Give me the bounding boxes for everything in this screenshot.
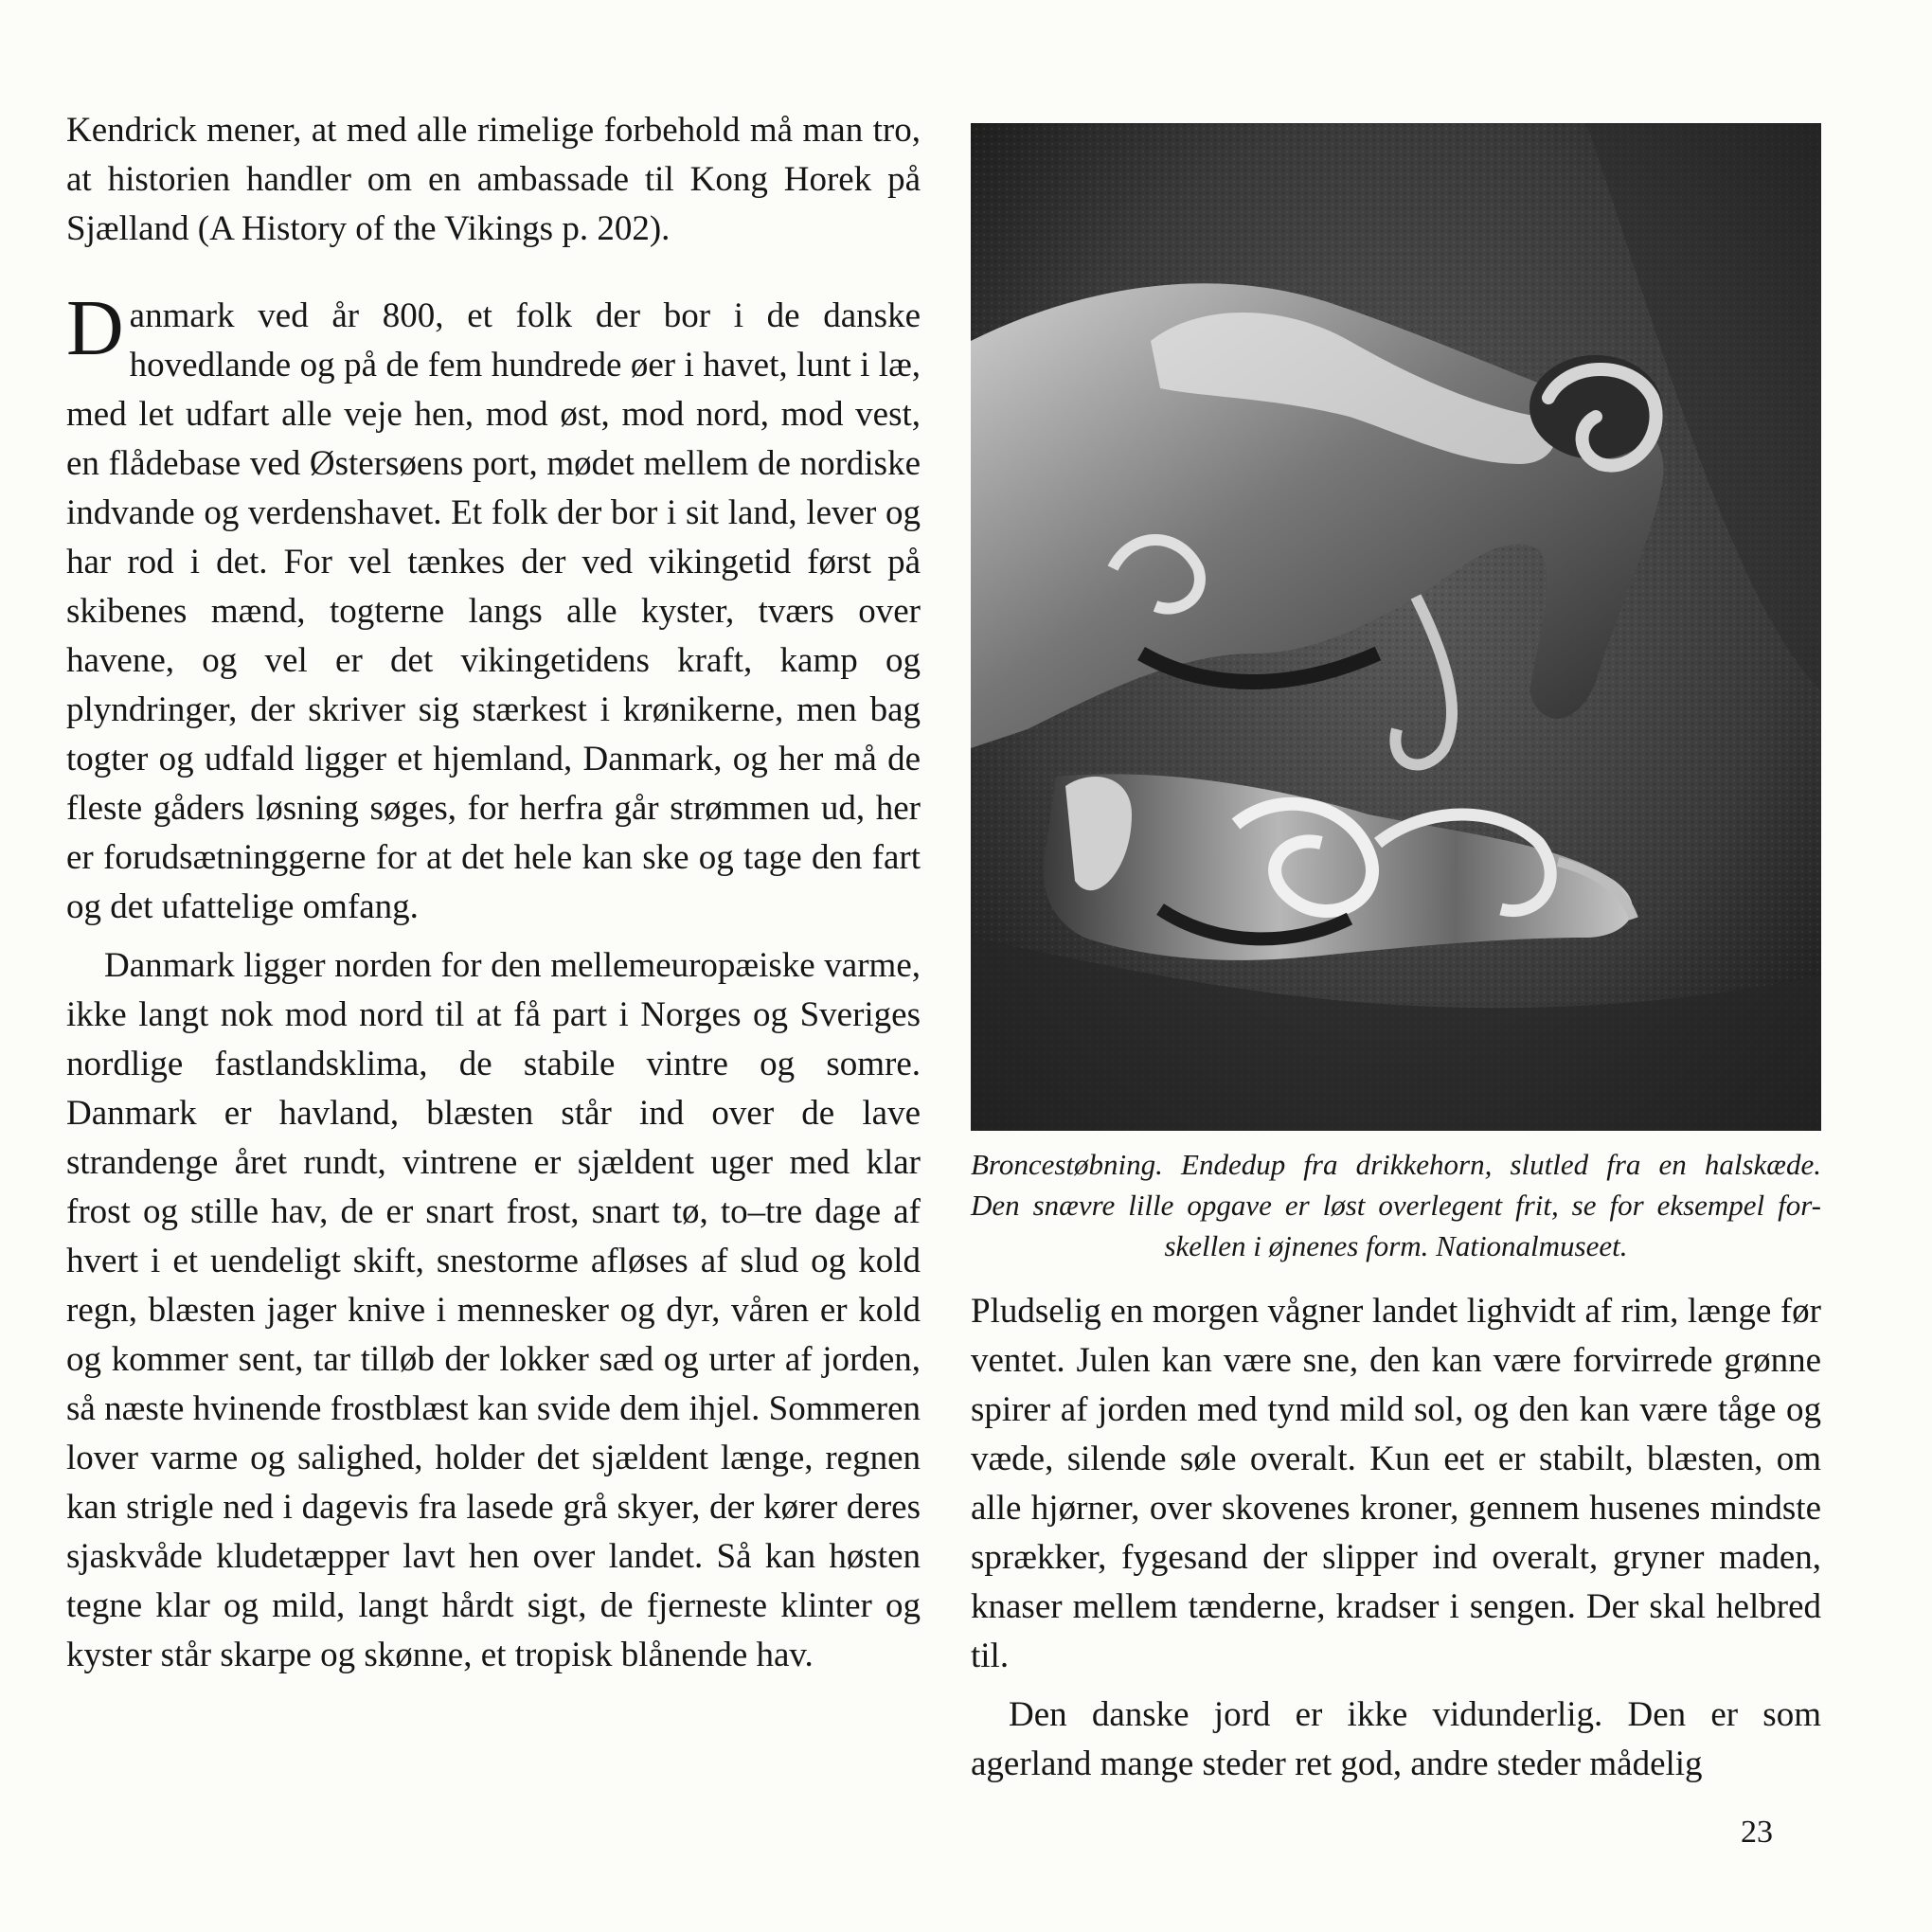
body-paragraph: Den danske jord er ikke vidunderlig. Den er som agerland mange steder ret god, andre steder mådelig <box>971 1695 1821 1783</box>
caption-line: skellen i øjnenes form. Nationalmuseet. <box>1164 1229 1628 1262</box>
body-paragraph: Danmark ligger norden for den mellemeuropæiske varme, ikke langt nok mod nord til at få part i Norges og Sveriges nordlige fastlandsklima, de stabile vintre og somre. Danmark er havland, blæsten står ind over de lave strandenge året rundt, vintrene er sjældent uger med klar frost og stille hav, de er snart frost, snart tø, to–tre dage af hvert i et uendeligt skift, snestorme afløses af slud og kold regn, blæsten jager knive i mennesker og dyr, våren er kold og kommer sent, tar tilløb der lokker sæd og urter af jorden, så næste hvinende frostblæst kan svide dem ihjel. Sommeren lover varme og salighed, holder det sjældent længe, regnen kan strigle ned i dagevis fra lasede grå skyer, der kører deres sjaskvåde kludetæpper lavt hen over landet. Så kan høsten tegne klar og mild, langt hårdt sigt, de fjerneste klinter og kyster står skarpe og skønne, et tropisk blånende hav. <box>66 946 921 1674</box>
left-column <box>66 106 921 1680</box>
page-number: 23 <box>1741 1815 1773 1850</box>
body-paragraph: Pludselig en morgen vågner landet lighvidt af rim, længe før ventet. Julen kan være sne, den kan være forvirrede grønne spirer af jorden med tynd mild sol, og den kan være tåge og væde, silende søle overalt. Kun eet er stabilt, blæsten, om alle hjørner, over skovenes kroner, gennem husenes mindste sprækker, fygesand der slipper ind overalt, gryner maden, knaser mellem tænderne, kradser i sengen. Der skal helbred til. <box>971 1292 1821 1675</box>
opening-paragraph <box>66 284 921 932</box>
opening-paragraph-text: anmark ved år 800, et folk der bor i de danske hovedlande og på de fem hundrede øer i havet, lunt i læ, med let udfart alle veje hen, mod øst, mod nord, mod vest, en flådebase ved Østersøens port, mødet mellem de nordiske indvande og verdenshavet. Et folk der bor i sit land, lever og har rod i det. For vel tænkes der ved vikingetid først på skibenes mænd, togterne langs alle kyster, tværs over havene, og vel er det vikingetidens kraft, kamp og plyndringer, der skriver sig stærkest i krønikerne, men bag togter og udfald ligger et hjemland, Danmark, og her må de fleste gåders løsning søges, for herfra går strømmen ud, her er forudsætninggerne for at det hele kan ske og tage den fart og det ufattelige omfang. <box>66 296 921 926</box>
chapter-opening <box>66 284 921 932</box>
drop-cap-letter: D <box>66 284 124 372</box>
bronze-casting-photo <box>971 123 1821 1131</box>
bronze-casting-image <box>971 123 1821 1131</box>
caption-line: Den snævre lille opgave er løst overlegent frit, se for eksempel for- <box>971 1189 1821 1222</box>
right-column <box>971 123 1821 1789</box>
caption-line: Broncestøbning. Endedup fra drikkehorn, slutled fra en halskæde. <box>971 1148 1821 1181</box>
right-column-text <box>971 1287 1821 1789</box>
figure-caption <box>971 1144 1821 1266</box>
intro-paragraph: Kendrick mener, at med alle rimelige forbehold må man tro, at historien handler om en ambassade til Kong Horek på Sjælland (A History of the Vikings p. 202). <box>66 111 921 248</box>
